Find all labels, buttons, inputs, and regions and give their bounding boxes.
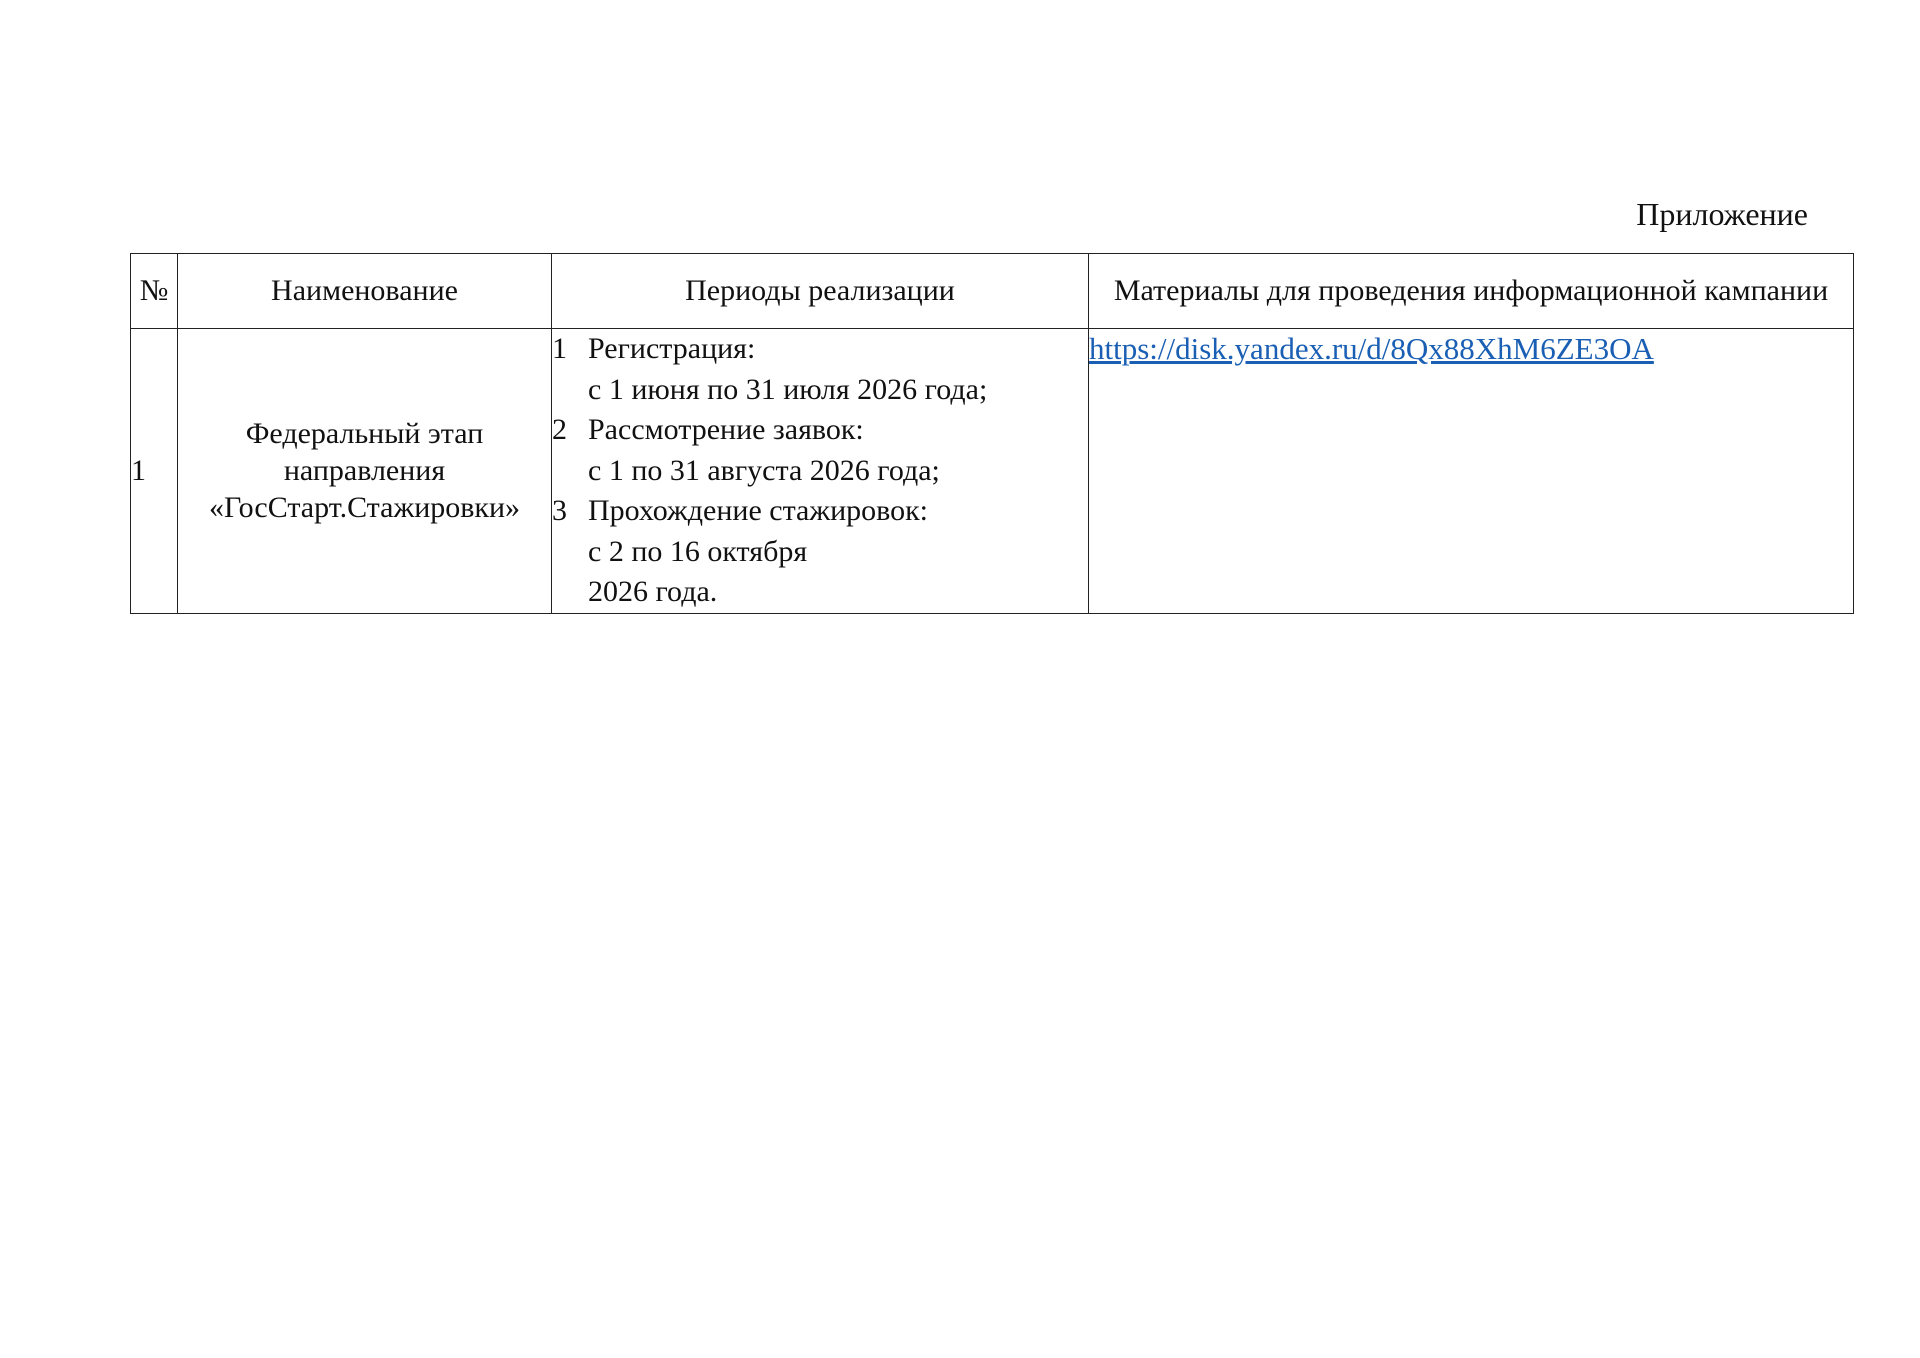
period-number: 2 bbox=[552, 413, 567, 446]
header-number: № bbox=[131, 254, 178, 329]
row-materials bbox=[1089, 329, 1854, 614]
period-detail: с 1 по 31 августа 2026 года; bbox=[588, 453, 940, 487]
row-number: 1 bbox=[131, 329, 178, 614]
period-item bbox=[552, 491, 1088, 613]
row-name: Федеральный этап направления «ГосСтарт.Стажировки» bbox=[178, 329, 552, 614]
period-detail-continued: 2026 года. bbox=[588, 575, 718, 608]
header-name: Наименование bbox=[178, 254, 552, 329]
period-detail: с 2 по 16 октября bbox=[588, 534, 808, 568]
table-row bbox=[131, 329, 1854, 614]
period-title: Регистрация: bbox=[588, 332, 756, 365]
period-item bbox=[552, 410, 1088, 491]
header-materials: Материалы для проведения информационной кампании bbox=[1089, 254, 1854, 329]
materials-link[interactable]: https://disk.yandex.ru/d/8Qx88XhM6ZE3OA bbox=[1089, 331, 1654, 366]
campaign-table bbox=[130, 253, 1854, 614]
table-header-row bbox=[131, 254, 1854, 329]
row-periods bbox=[552, 329, 1089, 614]
period-title: Рассмотрение заявок: bbox=[588, 413, 864, 446]
appendix-label: Приложение bbox=[1636, 196, 1808, 232]
period-number: 1 bbox=[552, 332, 567, 365]
period-detail: с 1 июня по 31 июля 2026 года; bbox=[588, 372, 988, 406]
period-title: Прохождение стажировок: bbox=[588, 494, 929, 527]
header-periods: Периоды реализации bbox=[552, 254, 1089, 329]
period-number: 3 bbox=[552, 494, 567, 527]
period-item bbox=[552, 329, 1088, 410]
